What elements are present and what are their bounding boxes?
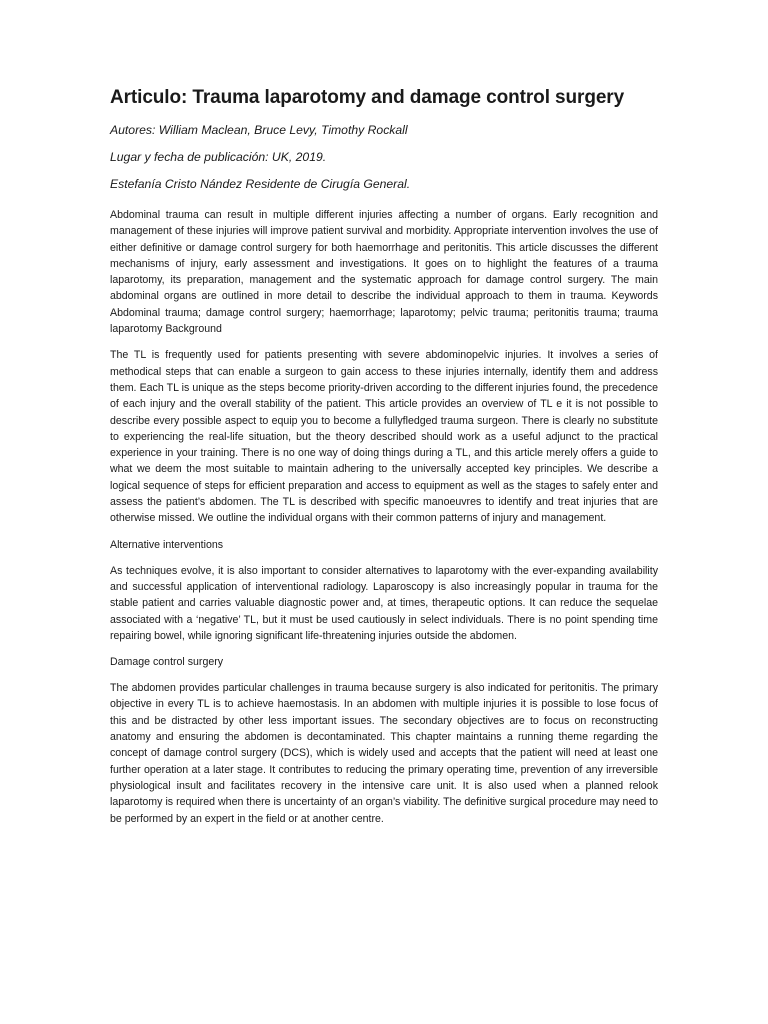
authors-line: Autores: William Maclean, Bruce Levy, Timothy Rockall [110, 123, 408, 137]
document-page [110, 86, 658, 837]
section-heading-alternative-interventions: Alternative interventions [110, 538, 224, 551]
publication-line: Lugar y fecha de publicación: UK, 2019. [110, 150, 327, 164]
background-paragraph: The TL is frequently used for patients presenting with severe abdominopelvic injuries. It involves a series of methodical steps that can enable a surgeon to gain access to these injuries internally, identify them and address them. Each TL is unique as the steps become priority-driven according to the different injuries found, the precedence of each injury and the overall stability of the patient. This article provides an overview of TL e it is not possible to describe every possible aspect to equip you to become a fullyfledged trauma surgeon. There is clearly no substitute to experiencing the real-life situation, but the theory described should work as a useful adjunct to the practical experience in your training. There is no one way of doing things during a TL, and this article merely offers a guide to what we deem the most suitable to maintain adhering to the universally accepted key principles. We describe a logical sequence of steps for efficient preparation and access to equipment as well as the stages to safely enter and assess the patient’s abdomen. The TL is described with specific manoeuvres to identify and treat injuries that are otherwise missed. We outline the individual organs with their common patterns of injury and management. [110, 349, 658, 525]
abstract-paragraph: Abdominal trauma can result in multiple different injuries affecting a number of organs. Early recognition and management of these injuries will improve patient survival and morbidity. Appropriate intervention involves the use of either definitive or damage control surgery for both haemorrhage and peritonitis. This article discusses the different mechanisms of injury, early assessment and investigations. It goes on to highlight the features of a trauma laparotomy, its preparation, management and the systematic approach for damage control surgery. The main abdominal organs are outlined in more detail to describe the individual approach to them in trauma. Keywords Abdominal trauma; damage control surgery; haemorrhage; laparotomy; pelvic trauma; peritonitis trauma; trauma laparotomy Background [110, 209, 658, 336]
section-heading-damage-control-surgery: Damage control surgery [110, 656, 224, 669]
article-title: Articulo: Trauma laparotomy and damage control surgery [110, 87, 625, 108]
damage-control-surgery-paragraph: The abdomen provides particular challenges in trauma because surgery is also indicated for peritonitis. The primary objective in every TL is to achieve haemostasis. In an abdomen with multiple injuries it is possible to lose focus of this and be distracted by other less important issues. The secondary objectives are to focus on reconstructing anatomy and ensuring the abdomen is decontaminated. This chapter maintains a running theme regarding the concept of damage control surgery (DCS), which is widely used and accepts that the patient will need at least one further operation at a later stage. It contributes to reducing the primary operating time, prevention of any irreversible physiological insult and facilitates recovery in the intensive care unit. It is also used when a planned relook laparotomy is required when there is uncertainty of an organ’s viability. The definitive surgical procedure may need to be performed by an expert in the field or at another centre. [110, 682, 658, 825]
alternative-interventions-paragraph: As techniques evolve, it is also important to consider alternatives to laparotomy with the ever-expanding availability and successful application of interventional radiology. Laparoscopy is also increasingly popular in trauma for the stable patient and carries valuable diagnostic power and, at times, therapeutic options. It can reduce the sequelae associated with a ‘negative’ TL, but it must be used cautiously in select individuals. There is no point spending time repairing bowel, while ignoring significant life-threatening injuries outside the abdomen. [110, 564, 658, 642]
resident-line: Estefanía Cristo Nández Residente de Cirugía General. [110, 177, 411, 191]
